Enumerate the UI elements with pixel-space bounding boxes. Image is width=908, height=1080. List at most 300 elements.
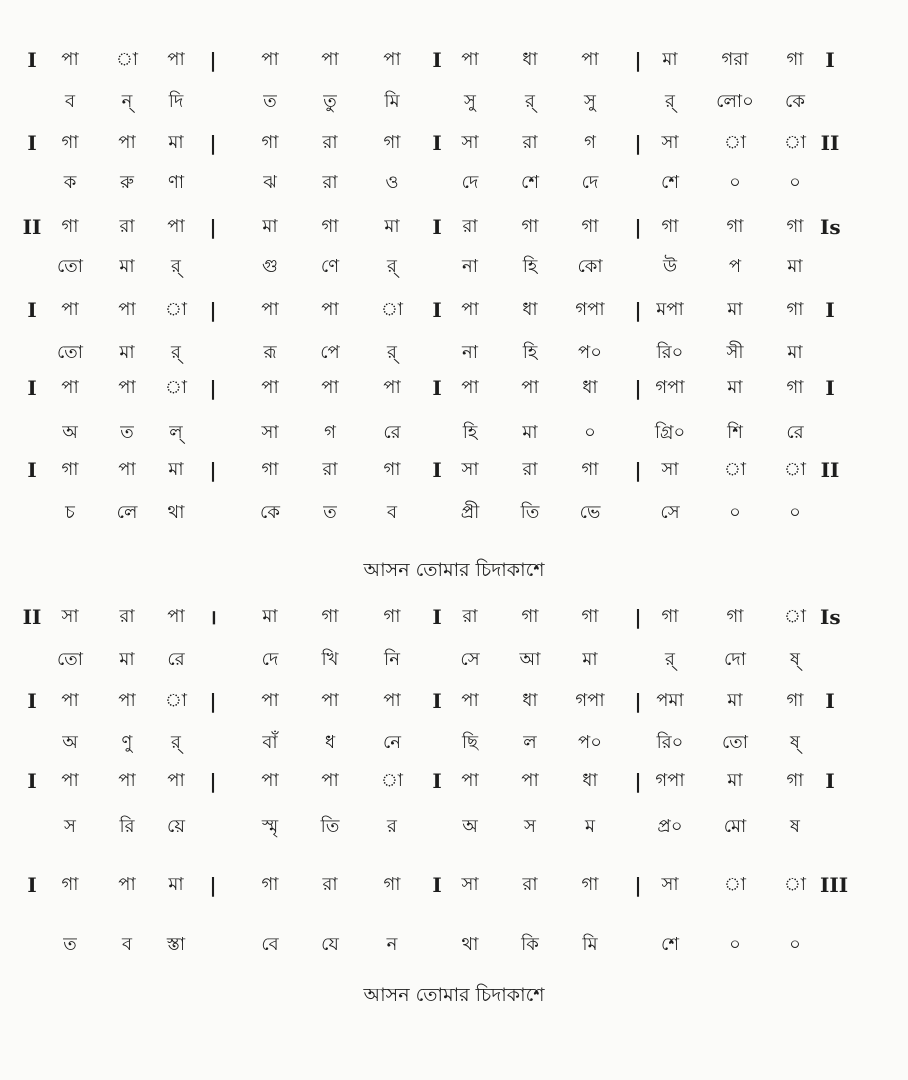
lyric-syllable: ন্ xyxy=(121,91,133,112)
swara-note: গা xyxy=(383,132,401,153)
swara-note: গা xyxy=(321,216,339,237)
lyric-line xyxy=(0,338,908,368)
lyric-syllable: গ xyxy=(324,422,336,443)
swara-note: গপা xyxy=(655,770,685,791)
swara-note: রা xyxy=(119,606,135,627)
bar-line: I xyxy=(432,376,442,400)
swara-note: া xyxy=(164,690,188,711)
lyric-syllable: রি০ xyxy=(656,342,684,363)
swara-note: ধা xyxy=(582,377,598,398)
swara-note: ধা xyxy=(522,690,538,711)
swara-note: পা xyxy=(461,770,479,791)
swara-note: গপা xyxy=(655,377,685,398)
lyric-syllable: ষ xyxy=(790,816,800,837)
lyric-syllable: র্ xyxy=(665,91,675,112)
swara-note: া xyxy=(380,299,404,320)
swara-note: গা xyxy=(661,606,679,627)
bar-line: | xyxy=(634,458,642,482)
bar-line: | xyxy=(209,689,217,713)
swara-note: পা xyxy=(461,690,479,711)
lyric-syllable: রি xyxy=(119,816,135,837)
notation-line xyxy=(0,212,908,242)
lyric-syllable: শি xyxy=(727,422,743,443)
lyric-syllable: মা xyxy=(119,256,135,277)
swara-note: পা xyxy=(167,770,185,791)
lyric-line xyxy=(0,728,908,758)
lyric-syllable: ণে xyxy=(320,256,340,277)
swara-note: পা xyxy=(167,49,185,70)
lyric-line xyxy=(0,812,908,842)
lyric-syllable: লো০ xyxy=(716,91,754,112)
lyric-syllable: সী xyxy=(726,342,744,363)
swara-note: রা xyxy=(462,606,478,627)
lyric-syllable: র্ xyxy=(387,256,397,277)
lyric-syllable: ০ xyxy=(729,172,741,193)
lyric-syllable: দে xyxy=(461,172,479,193)
lyric-syllable: ০ xyxy=(584,422,596,443)
swara-note: সা xyxy=(661,459,679,480)
swara-note: রা xyxy=(522,132,538,153)
bar-line: | xyxy=(634,298,642,322)
swara-note: পা xyxy=(261,377,279,398)
swara-note: রা xyxy=(322,132,338,153)
swara-note: মা xyxy=(727,690,743,711)
lyric-syllable: ত xyxy=(63,934,77,955)
swara-note: পা xyxy=(461,377,479,398)
swara-note: পা xyxy=(118,377,136,398)
swara-note: গা xyxy=(726,606,744,627)
swara-note: রা xyxy=(522,459,538,480)
lyric-line xyxy=(0,930,908,960)
lyric-syllable: তো xyxy=(56,649,84,670)
lyric-syllable: প xyxy=(728,256,742,277)
swara-note: পা xyxy=(521,770,539,791)
lyric-syllable: ল xyxy=(523,732,537,753)
swara-note: গা xyxy=(521,606,539,627)
swara-note: পা xyxy=(61,770,79,791)
bar-line: I xyxy=(27,48,37,72)
lyric-syllable: র্ xyxy=(665,649,675,670)
lyric-syllable: ঝ xyxy=(263,172,277,193)
lyric-syllable: প০ xyxy=(578,342,602,363)
bar-line: | xyxy=(209,298,217,322)
swara-note: রা xyxy=(119,216,135,237)
bar-line: I xyxy=(27,298,37,322)
lyric-syllable: ত xyxy=(323,502,337,523)
lyric-syllable: থা xyxy=(167,502,185,523)
lyric-syllable: চ xyxy=(65,502,75,523)
swara-note: গা xyxy=(383,874,401,895)
lyric-syllable: র্ xyxy=(525,91,535,112)
swara-note: গা xyxy=(61,132,79,153)
notation-line xyxy=(0,602,908,632)
lyric-syllable: কো xyxy=(577,256,603,277)
swara-note: গা xyxy=(786,299,804,320)
swara-note: সা xyxy=(661,874,679,895)
bar-line: । xyxy=(209,605,217,629)
lyric-syllable: ও xyxy=(385,172,399,193)
swara-note: পা xyxy=(61,377,79,398)
swara-note: পা xyxy=(321,690,339,711)
lyric-syllable: সু xyxy=(584,91,596,112)
swara-note: গা xyxy=(786,770,804,791)
lyric-syllable: শে xyxy=(661,934,679,955)
swara-note: গা xyxy=(261,459,279,480)
lyric-syllable: ব xyxy=(121,934,133,955)
swara-note: পা xyxy=(118,690,136,711)
lyric-syllable: বে xyxy=(261,934,279,955)
bar-line: | xyxy=(634,689,642,713)
swara-note: মা xyxy=(168,132,184,153)
lyric-line xyxy=(0,498,908,528)
swara-note: গা xyxy=(383,459,401,480)
lyric-syllable: সু xyxy=(464,91,476,112)
notation-line xyxy=(0,295,908,325)
lyric-syllable: ণু xyxy=(121,732,133,753)
bar-line: | xyxy=(634,873,642,897)
lyric-syllable: রে xyxy=(786,422,804,443)
lyric-syllable: উ xyxy=(662,256,678,277)
bar-line: | xyxy=(634,48,642,72)
swara-note: পা xyxy=(261,49,279,70)
swara-note: া xyxy=(164,377,188,398)
bar-line: I xyxy=(432,215,442,239)
swara-note: গা xyxy=(581,459,599,480)
swara-note: পা xyxy=(118,132,136,153)
swara-note: গ xyxy=(584,132,596,153)
swara-note: পা xyxy=(261,299,279,320)
swara-note: রা xyxy=(322,874,338,895)
swara-note: মা xyxy=(662,49,678,70)
swara-note: গা xyxy=(786,49,804,70)
section-caption: আসন তোমার চিদাকাশে xyxy=(363,559,545,581)
lyric-syllable: না xyxy=(462,256,478,277)
swara-note: পা xyxy=(167,606,185,627)
lyric-syllable: ব xyxy=(64,91,76,112)
bar-line: II xyxy=(820,131,840,155)
lyric-syllable: মা xyxy=(119,649,135,670)
bar-line: I xyxy=(825,769,835,793)
lyric-syllable: প০ xyxy=(578,732,602,753)
lyric-syllable: র্ xyxy=(387,342,397,363)
swara-note: গা xyxy=(786,377,804,398)
lyric-syllable: রু xyxy=(120,172,134,193)
lyric-syllable: লে xyxy=(116,502,138,523)
bar-line: I xyxy=(432,689,442,713)
swara-note: া xyxy=(723,459,747,480)
lyric-syllable: ত xyxy=(120,422,134,443)
swara-note: পা xyxy=(383,690,401,711)
bar-line: I xyxy=(27,376,37,400)
swara-note: পা xyxy=(261,770,279,791)
lyric-syllable: থা xyxy=(461,934,479,955)
lyric-syllable: স্মৃ xyxy=(261,816,279,837)
lyric-syllable: ষ্ xyxy=(790,649,800,670)
swara-note: গা xyxy=(383,606,401,627)
lyric-syllable: সে xyxy=(460,649,480,670)
swara-note: া xyxy=(380,770,404,791)
lyric-syllable: র xyxy=(387,816,397,837)
notation-line xyxy=(0,870,908,900)
lyric-syllable: যে xyxy=(321,934,339,955)
lyric-syllable: নে xyxy=(382,732,402,753)
lyric-syllable: গ্রি০ xyxy=(654,422,686,443)
lyric-syllable: শে xyxy=(521,172,539,193)
swara-note: রা xyxy=(322,459,338,480)
swara-note: গা xyxy=(786,690,804,711)
swara-note: সা xyxy=(461,874,479,895)
lyric-syllable: দে xyxy=(581,172,599,193)
bar-line: I xyxy=(432,131,442,155)
swara-note: গা xyxy=(726,216,744,237)
swara-note: সা xyxy=(461,132,479,153)
swara-note: মা xyxy=(727,299,743,320)
lyric-syllable: তো xyxy=(56,342,84,363)
swara-note: া xyxy=(783,132,807,153)
bar-line: I xyxy=(432,48,442,72)
swara-note: রা xyxy=(462,216,478,237)
lyric-syllable: মা xyxy=(522,422,538,443)
lyric-syllable: তি xyxy=(520,502,540,523)
bar-line: I xyxy=(825,376,835,400)
swara-note: মা xyxy=(727,377,743,398)
lyric-syllable: হি xyxy=(522,342,538,363)
lyric-syllable: না xyxy=(462,342,478,363)
lyric-syllable: রে xyxy=(167,649,185,670)
bar-line: | xyxy=(209,376,217,400)
bar-line: | xyxy=(209,131,217,155)
swara-note: গা xyxy=(321,606,339,627)
lyric-line xyxy=(0,252,908,282)
lyric-syllable: পে xyxy=(320,342,340,363)
lyric-syllable: ণা xyxy=(167,172,185,193)
lyric-syllable: ক xyxy=(63,172,77,193)
bar-line: I xyxy=(825,298,835,322)
lyric-syllable: মো xyxy=(723,816,747,837)
swara-note: গপা xyxy=(575,299,605,320)
swara-note: পা xyxy=(321,770,339,791)
swara-note: ধা xyxy=(582,770,598,791)
lyric-syllable: ম xyxy=(585,816,595,837)
bar-line: Is xyxy=(820,605,841,629)
bar-line: I xyxy=(432,298,442,322)
notation-line xyxy=(0,373,908,403)
lyric-syllable: কে xyxy=(260,502,280,523)
bar-line: I xyxy=(27,769,37,793)
swara-note: সা xyxy=(661,132,679,153)
lyric-syllable: ছি xyxy=(461,732,479,753)
bar-line: I xyxy=(27,689,37,713)
bar-line: | xyxy=(634,769,642,793)
lyric-syllable: ধ xyxy=(324,732,336,753)
lyric-syllable: র্ xyxy=(171,732,181,753)
bar-line: III xyxy=(820,873,849,897)
lyric-syllable: তো xyxy=(721,732,749,753)
lyric-line xyxy=(0,87,908,117)
lyric-syllable: র্ xyxy=(171,256,181,277)
lyric-syllable: মা xyxy=(787,256,803,277)
lyric-line xyxy=(0,168,908,198)
lyric-syllable: মি xyxy=(384,91,400,112)
bar-line: I xyxy=(432,605,442,629)
notation-line xyxy=(0,455,908,485)
lyric-syllable: ব xyxy=(386,502,398,523)
bar-line: I xyxy=(825,689,835,713)
lyric-syllable: তু xyxy=(323,91,337,112)
swara-note: পা xyxy=(118,874,136,895)
swara-note: গা xyxy=(521,216,539,237)
lyric-syllable: ল্ xyxy=(169,422,183,443)
bar-line: I xyxy=(432,769,442,793)
bar-line: I xyxy=(27,131,37,155)
swara-note: মা xyxy=(727,770,743,791)
swara-note: গা xyxy=(581,606,599,627)
bar-line: II xyxy=(22,605,42,629)
swara-note: মা xyxy=(262,216,278,237)
swara-note: পা xyxy=(321,377,339,398)
bar-line: II xyxy=(820,458,840,482)
lyric-syllable: ০ xyxy=(729,502,741,523)
notation-line xyxy=(0,766,908,796)
lyric-syllable: র্ xyxy=(171,342,181,363)
swara-note: পা xyxy=(461,49,479,70)
lyric-syllable: হি xyxy=(462,422,478,443)
lyric-syllable: স্তা xyxy=(166,934,186,955)
lyric-syllable: কে xyxy=(785,91,805,112)
bar-line: I xyxy=(432,873,442,897)
lyric-syllable: গু xyxy=(262,256,278,277)
lyric-syllable: ভে xyxy=(579,502,601,523)
lyric-syllable: অ xyxy=(62,732,78,753)
lyric-syllable: অ xyxy=(62,422,78,443)
lyric-syllable: দো xyxy=(724,649,746,670)
swara-note: মা xyxy=(168,459,184,480)
swara-note: পা xyxy=(321,299,339,320)
swara-note: সা xyxy=(461,459,479,480)
swara-note: পা xyxy=(118,299,136,320)
swara-note: গা xyxy=(661,216,679,237)
section-caption: আসন তোমার চিদাকাশে xyxy=(363,984,545,1006)
swara-note: া xyxy=(115,49,139,70)
bar-line: | xyxy=(634,376,642,400)
swara-note: পা xyxy=(261,690,279,711)
lyric-syllable: মা xyxy=(582,649,598,670)
bar-line: | xyxy=(209,458,217,482)
swara-note: গা xyxy=(581,874,599,895)
lyric-syllable: বাঁ xyxy=(262,732,278,753)
lyric-syllable: নি xyxy=(384,649,400,670)
lyric-syllable: অ xyxy=(462,816,478,837)
lyric-syllable: ত xyxy=(263,91,277,112)
swara-note: গা xyxy=(61,459,79,480)
swara-note: মা xyxy=(384,216,400,237)
lyric-syllable: রে xyxy=(383,422,401,443)
lyric-line xyxy=(0,645,908,675)
swara-note: পা xyxy=(461,299,479,320)
swara-note: সা xyxy=(61,606,79,627)
notation-line xyxy=(0,45,908,75)
lyric-syllable: রূ xyxy=(263,342,277,363)
swara-note: পা xyxy=(321,49,339,70)
lyric-syllable: ০ xyxy=(789,172,801,193)
swara-note: া xyxy=(783,459,807,480)
lyric-syllable: মা xyxy=(787,342,803,363)
notation-line xyxy=(0,128,908,158)
lyric-syllable: রি০ xyxy=(656,732,684,753)
swara-note: ধা xyxy=(522,49,538,70)
swara-note: পা xyxy=(581,49,599,70)
bar-line: I xyxy=(825,48,835,72)
lyric-syllable: তো xyxy=(56,256,84,277)
lyric-syllable: আ xyxy=(519,649,541,670)
lyric-syllable: খি xyxy=(321,649,339,670)
bar-line: II xyxy=(22,215,42,239)
swara-note: া xyxy=(164,299,188,320)
lyric-syllable: প্র০ xyxy=(657,816,683,837)
swara-note: মা xyxy=(262,606,278,627)
swara-note: ধা xyxy=(522,299,538,320)
swara-note: া xyxy=(783,606,807,627)
swara-note: পা xyxy=(521,377,539,398)
bar-line: | xyxy=(634,131,642,155)
bar-line: I xyxy=(432,458,442,482)
swara-note: া xyxy=(723,132,747,153)
swara-note: পা xyxy=(383,377,401,398)
swara-note: পা xyxy=(61,49,79,70)
bar-line: I xyxy=(27,873,37,897)
bar-line: I xyxy=(27,458,37,482)
swara-note: পা xyxy=(118,770,136,791)
lyric-syllable: হি xyxy=(522,256,538,277)
swara-note: পা xyxy=(118,459,136,480)
lyric-syllable: কি xyxy=(521,934,539,955)
lyric-syllable: দি xyxy=(168,91,184,112)
swara-note: গপা xyxy=(575,690,605,711)
swara-note: গা xyxy=(261,132,279,153)
lyric-syllable: স xyxy=(64,816,76,837)
swara-note: গরা xyxy=(721,49,749,70)
swara-note: গা xyxy=(261,874,279,895)
bar-line: | xyxy=(209,48,217,72)
lyric-syllable: শে xyxy=(661,172,679,193)
lyric-syllable: মি xyxy=(582,934,598,955)
lyric-syllable: সা xyxy=(261,422,279,443)
lyric-syllable: ০ xyxy=(729,934,741,955)
lyric-syllable: ষ্ xyxy=(790,732,800,753)
swara-note: পা xyxy=(383,49,401,70)
swara-note: গা xyxy=(61,874,79,895)
lyric-syllable: স xyxy=(524,816,536,837)
lyric-syllable: সে xyxy=(660,502,680,523)
lyric-syllable: ০ xyxy=(789,934,801,955)
lyric-syllable: ন xyxy=(386,934,398,955)
lyric-syllable: য়ে xyxy=(167,816,185,837)
swara-note: গা xyxy=(581,216,599,237)
swara-note: পমা xyxy=(656,690,684,711)
lyric-syllable: প্রী xyxy=(460,502,480,523)
bar-line: | xyxy=(634,605,642,629)
bar-line: | xyxy=(209,769,217,793)
lyric-syllable: ০ xyxy=(789,502,801,523)
swara-note: পা xyxy=(61,299,79,320)
bar-line: | xyxy=(209,873,217,897)
bar-line: | xyxy=(634,215,642,239)
swara-note: পা xyxy=(167,216,185,237)
swara-note: গা xyxy=(786,216,804,237)
swara-note: গা xyxy=(61,216,79,237)
swara-note: পা xyxy=(61,690,79,711)
lyric-syllable: দে xyxy=(261,649,279,670)
